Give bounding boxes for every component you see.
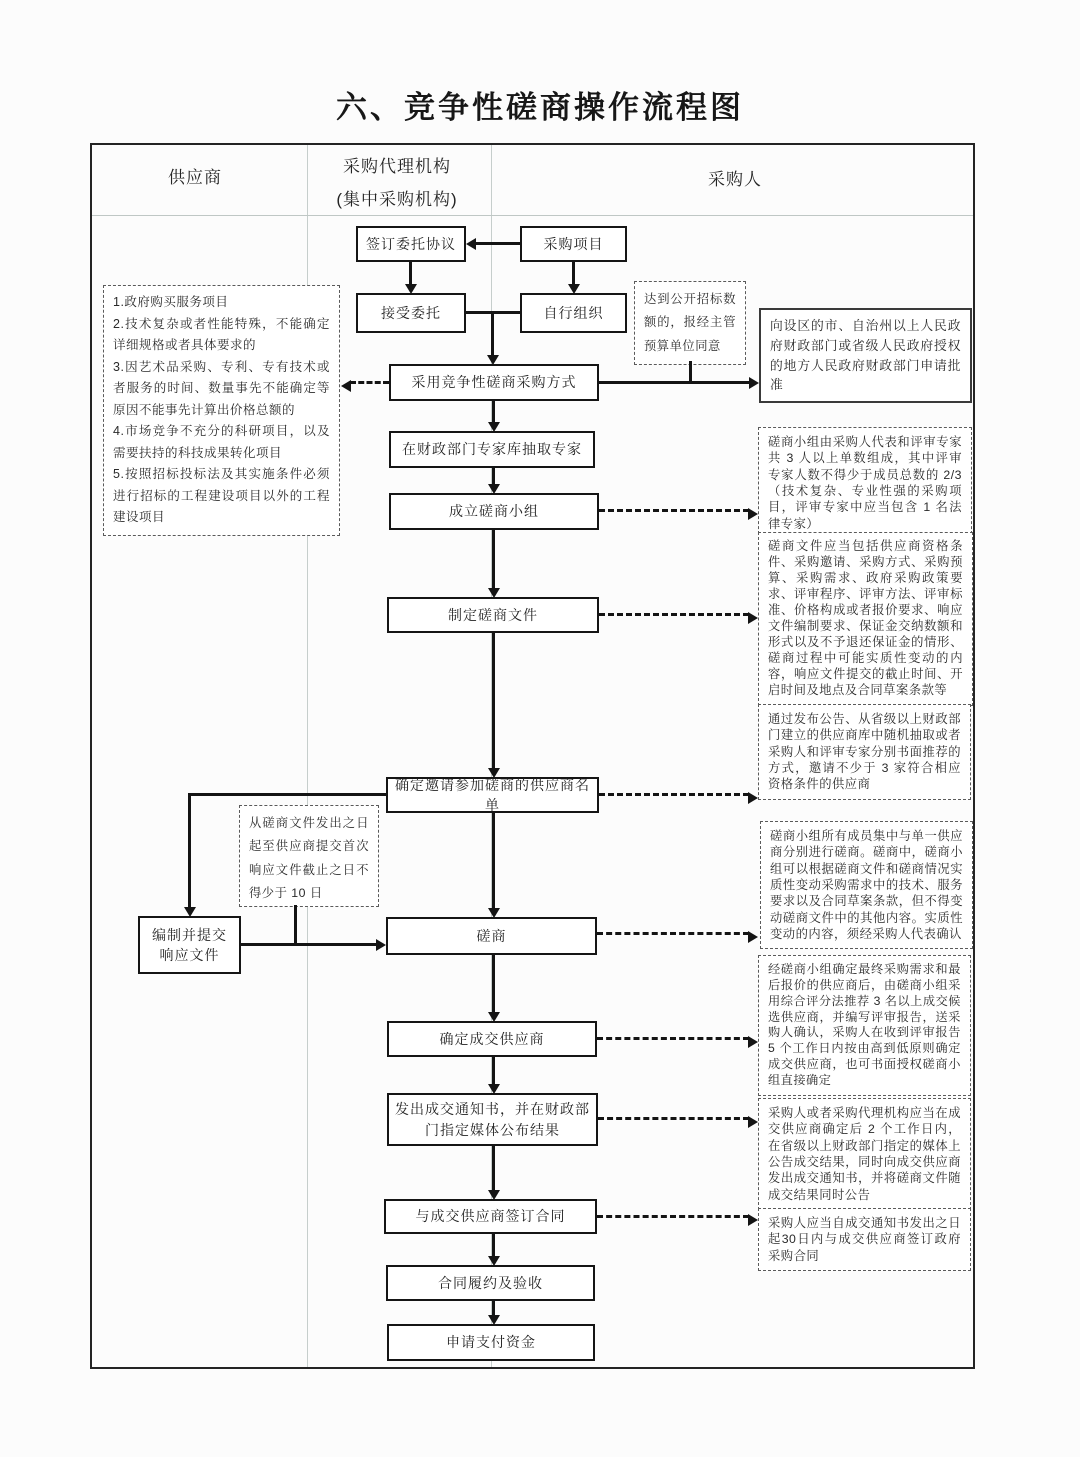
node-procurement-project: 采购项目 xyxy=(520,226,627,262)
connector-list-to-left xyxy=(188,793,386,796)
column-header-purchaser: 采购人 xyxy=(708,170,762,189)
node-make-docs: 制定磋商文件 xyxy=(387,597,599,633)
node-apply-payment: 申请支付资金 xyxy=(387,1324,595,1361)
note-response-deadline: 从磋商文件发出之日起至供应商提交首次响应文件截止之日不得少于 10 日 xyxy=(239,805,379,907)
note-invite-method: 通过发布公告、从省级以上财政部门建立的供应商库中随机抽取或者采购人和评审专家分别书面推荐的方式，邀请不少于 3 家符合相应资格条件的供应商 xyxy=(758,704,971,800)
note-award-rule: 经磋商小组确定最终采购需求和最后报价的供应商后，由磋商小组采用综合评分法推荐 3 名以上成交候选供应商，并编写评审报告，送采购人确认，采购人在收到评审报告 5 个工作日内按由高到低原则确定成交供应商，也可书面授权磋商小组直接确定 xyxy=(758,955,971,1096)
dashed-arrow-group-note xyxy=(599,509,749,512)
applicable-item: 2.技术复杂或者性能特殊，不能确定详细规格或者具体要求的 xyxy=(113,316,330,352)
node-issue-notice: 发出成交通知书，并在财政部门指定媒体公布结果 xyxy=(387,1093,598,1146)
arrow-to-adopt-method xyxy=(491,312,494,355)
arrow-adopt-to-experts xyxy=(492,401,495,422)
node-accept-entrust: 接受委托 xyxy=(356,293,466,333)
arrow-group-to-docs xyxy=(492,530,495,588)
connector-threshold xyxy=(689,361,692,382)
arrow-experts-to-group xyxy=(492,468,495,484)
node-adopt-method: 采用竞争性磋商采购方式 xyxy=(389,364,599,401)
note-contract-rule: 采购人应当自成交通知书发出之日起30日内与成交供应商签订政府采购合同 xyxy=(758,1208,971,1271)
arrow-down-to-compile xyxy=(188,793,191,907)
node-self-organize: 自行组织 xyxy=(520,293,627,333)
note-announce-rule: 采购人或者采购代理机构应当在成交供应商确定后 2 个工作日内，在省级以上财政部门指定的媒体上公告成交结果，同时向成交供应商发出成交通知书，并将磋商文件随成交结果同时公告 xyxy=(758,1098,971,1210)
node-sign-agreement: 签订委托协议 xyxy=(356,226,466,262)
note-applicable-scope xyxy=(103,285,340,536)
dashed-arrow-award-note xyxy=(597,1037,749,1040)
note-group-composition: 磋商小组由采购人代表和评审专家共 3 人以上单数组成，其中评审专家人数不得少于成员总数的 2/3（技术复杂、专业性强的采购项目，评审专家中应当包含 1 名法律专家） xyxy=(758,427,972,539)
note-negotiation-rule: 磋商小组所有成员集中与单一供应商分别进行磋商。磋商中，磋商小组可以根据磋商文件和磋商情况实质性变动采购需求中的技术、服务要求以及合同草案条款，但不得变动磋商文件中的其他内容。实质性变动的内容，须经采购人代表确认 xyxy=(760,821,973,949)
page-title: 六、竞争性磋商操作流程图 xyxy=(336,90,744,125)
applicable-item: 1.政府购买服务项目 xyxy=(113,295,229,309)
applicable-item: 4.市场竞争不充分的科研项目，以及需要扶持的科技成果转化项目 xyxy=(113,424,330,460)
arrow-list-to-negotiation xyxy=(492,813,495,908)
arrow-compile-to-negotiation xyxy=(241,943,377,946)
arrow-docs-to-list xyxy=(492,633,495,768)
node-extract-experts: 在财政部门专家库抽取专家 xyxy=(389,431,595,468)
arrow-contract-to-perform xyxy=(492,1234,495,1256)
dashed-arrow-announce-note xyxy=(598,1117,749,1120)
node-form-group: 成立磋商小组 xyxy=(389,493,599,530)
arrow-project-to-selforganize xyxy=(572,262,575,284)
arrow-adopt-to-approval xyxy=(599,381,750,384)
note-approval: 向设区的市、自治州以上人民政府财政部门或省级人民政府授权的地方人民政府财政部门申请批准 xyxy=(759,308,972,403)
arrow-notice-to-contract xyxy=(492,1146,495,1190)
node-negotiation: 磋商 xyxy=(386,917,597,955)
applicable-item: 3.因艺术品采购、专利、专有技术或者服务的时间、数量事先不能确定等原因不能事先计算出价格总额的 xyxy=(113,359,330,417)
dashed-arrow-invite-note xyxy=(599,793,749,796)
arrow-negotiation-to-winner xyxy=(492,955,495,1012)
agency-line2: (集中采购机构) xyxy=(336,190,458,209)
node-sign-contract: 与成交供应商签订合同 xyxy=(384,1199,597,1234)
note-docs-content: 磋商文件应当包括供应商资格条件、采购邀请、采购方式、采购预算、采购需求、政府采购政策要求、评审程序、评审方法、评审标准、价格构成或者报价要求、响应文件编制要求、保证金交纳数额和形式以及不予退还保证金的情形、磋商过程中可能实质性变动的内容，响应文件提交的截止时间、开启时间及地点及合同草案条款等 xyxy=(758,532,973,706)
applicable-item: 5.按照招标投标法及其实施条件必须进行招标的工程建设项目以外的工程建设项目 xyxy=(113,467,330,524)
connector-deadline xyxy=(294,905,297,945)
arrow-perform-to-payment xyxy=(492,1301,495,1315)
column-header-supplier: 供应商 xyxy=(168,168,222,187)
node-confirm-supplier-list: 确定邀请参加磋商的供应商名单 xyxy=(386,777,599,813)
column-header-agency xyxy=(303,152,491,210)
node-compile-response: 编制并提交响应文件 xyxy=(138,916,241,974)
arrow-agreement-to-accept xyxy=(409,262,412,284)
arrow-project-to-agreement xyxy=(475,242,520,245)
node-perform-contract: 合同履约及验收 xyxy=(386,1265,595,1301)
note-bid-threshold: 达到公开招标数额的，报经主管预算单位同意 xyxy=(634,281,746,365)
dashed-arrow-docs-note xyxy=(599,613,749,616)
arrow-winner-to-notice xyxy=(492,1057,495,1084)
header-separator xyxy=(92,215,973,216)
dashed-arrow-negotiation-note xyxy=(597,932,749,935)
dashed-arrow-adopt-to-scope xyxy=(350,381,389,384)
node-confirm-winner: 确定成交供应商 xyxy=(387,1021,597,1057)
agency-line1: 采购代理机构 xyxy=(343,157,451,176)
dashed-arrow-contract-note xyxy=(597,1215,749,1218)
